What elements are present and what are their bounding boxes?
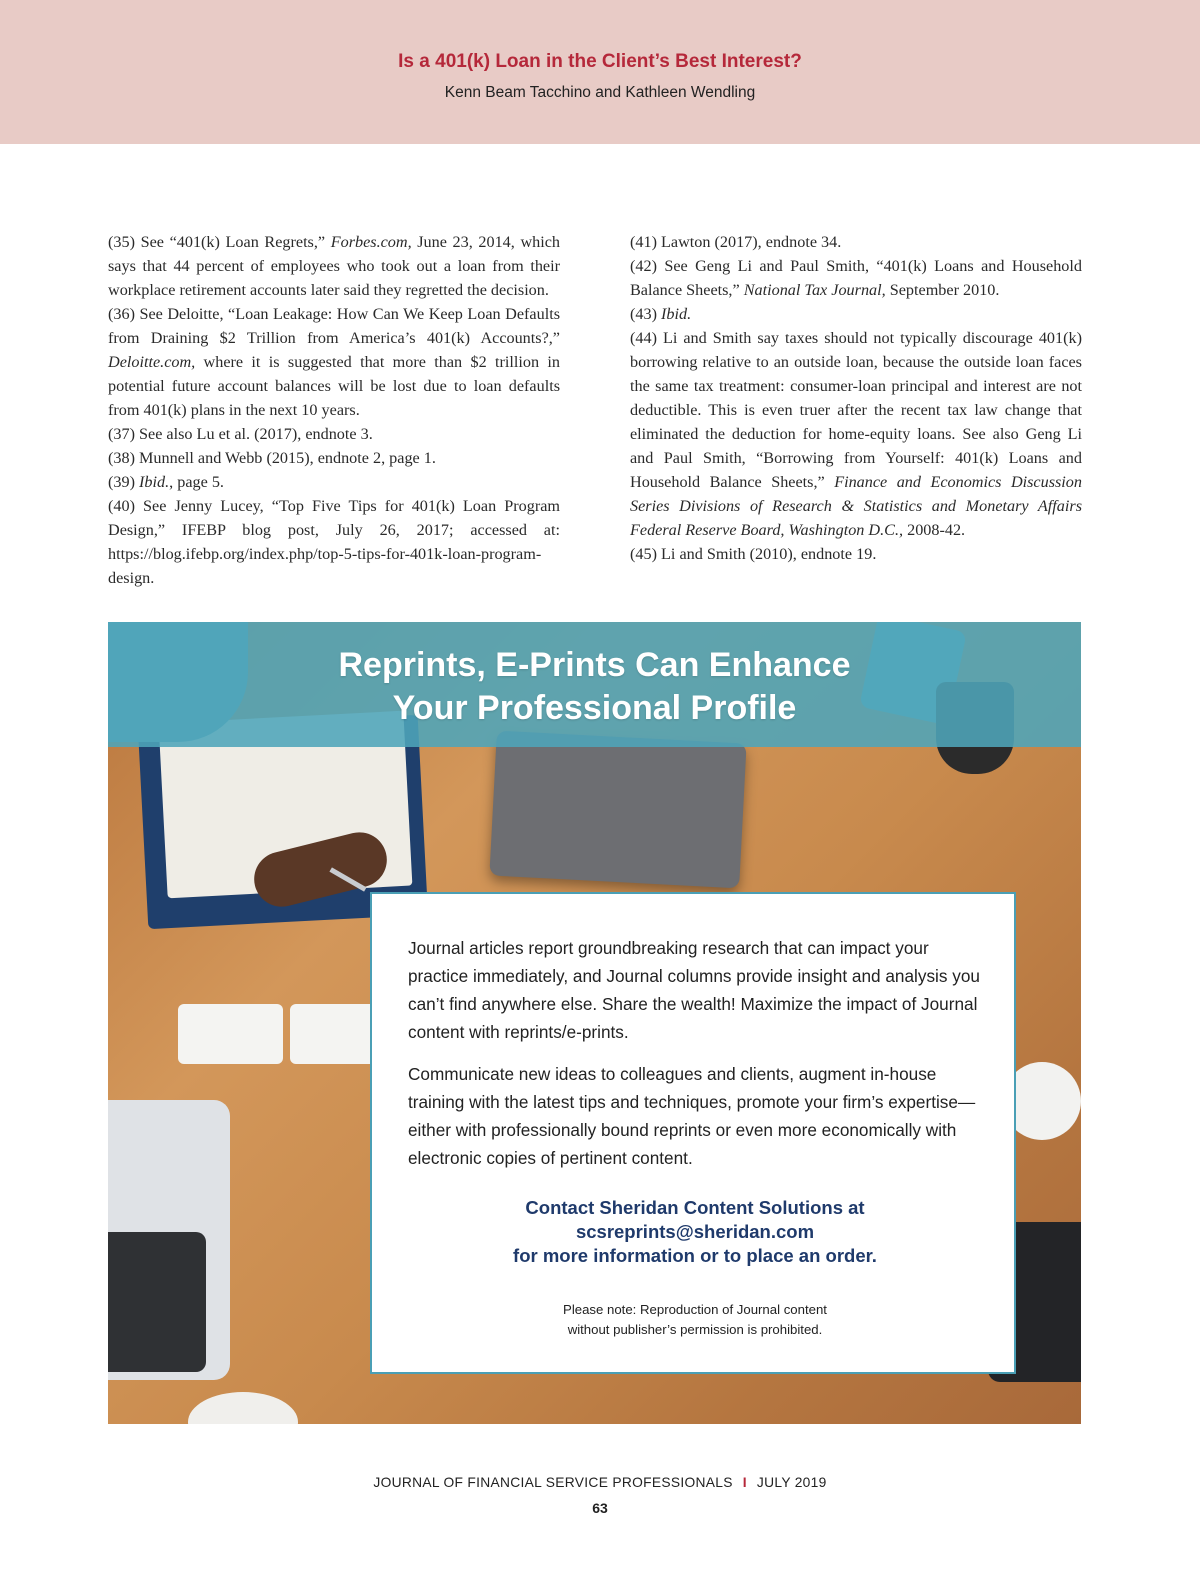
article-authors: Kenn Beam Tacchino and Kathleen Wendling: [444, 84, 756, 101]
endnote-41: (41) Lawton (2017), endnote 34.: [630, 233, 842, 251]
ad-paragraph: Communicate new ideas to colleagues and clients, augment in-house training with the latest tips and techniques, promote your firm’s expertise—either with professionally bound reprints or even more economically with electronic copies of pertinent content.: [408, 1064, 976, 1168]
laptop-image: [489, 731, 746, 889]
footer-separator: I: [742, 1475, 747, 1490]
page-number: 63: [592, 1500, 608, 1516]
journal-name: JOURNAL OF FINANCIAL SERVICE PROFESSIONALS: [373, 1475, 733, 1490]
endnote-44: (44) Li and Smith say taxes should not typically discourage 401(k) borrowing relative to an outside loan, because the outside loan faces the same tax treatment: consumer-loan principal and interest are not deductible. This is even truer after the recent tax law change that eliminated the deduction for home-equity loans. See also Geng Li and Paul Smith, “Borrowing from Yourself: 401(k) Loans and Household Balance Sheets,” Finance and Economics Discussion Series Divisions of Research & Statistics and Monetary Affairs Federal Reserve Board, Washington D.C., 2008-42.: [630, 329, 1082, 539]
article-title: Is a 401(k) Loan in the Client’s Best Interest?: [398, 51, 802, 72]
ad-heading: Reprints, E-Prints Can Enhance Your Professional Profile: [338, 646, 851, 727]
endnote-42: (42) See Geng Li and Paul Smith, “401(k) Loans and Household Balance Sheets,” National Tax Journal, September 2010.: [630, 257, 1082, 299]
ad-paragraph: Journal articles report groundbreaking research that can impact your practice immediately, and Journal columns provide insight and analysis you can’t find anywhere else. Share the wealth! Maximize the impact of Journal content with reprints/e-prints.: [408, 938, 980, 1042]
ad-text-box: [370, 892, 1016, 1374]
endnote-40: (40) See Jenny Lucey, “Top Five Tips for 401(k) Loan Program Design,” IFEBP blog post, July 26, 2017; accessed at: https://blog.ifebp.org/index.php/top-5-tips-for-401k-loan-program-design.: [108, 497, 560, 587]
endnote-36: (36) See Deloitte, “Loan Leakage: How Can We Keep Loan Defaults from Draining $2 Trillion from America’s 401(k) Accounts?,” Deloitte.com, where it is suggested that more than $2 trillion in potential future account balances will be lost due to loan defaults from 401(k) plans in the next 10 years.: [108, 305, 560, 419]
endnote-43: (43) Ibid.: [630, 305, 692, 323]
page-footer: [0, 1475, 1200, 1490]
keyboard-image: [108, 1232, 206, 1372]
power-outlet-image: [178, 1004, 283, 1064]
endnote-35: (35) See “401(k) Loan Regrets,” Forbes.com, June 23, 2014, which says that 44 percent of employees who took out a loan from their workplace retirement accounts later said they regretted the decision.: [108, 233, 561, 299]
ad-body: [408, 934, 988, 1186]
endnote-38: (38) Munnell and Webb (2015), endnote 2, page 1.: [108, 449, 436, 467]
cup-image: [188, 1392, 298, 1424]
contact-email-link[interactable]: scsreprints@sheridan.com: [575, 1221, 815, 1242]
endnotes-left-column: [108, 230, 560, 590]
ad-contact: Contact Sheridan Content Solutions at scsreprints@sheridan.com for more information or to place an order.: [372, 1196, 1018, 1268]
ad-disclaimer: Please note: Reproduction of Journal content without publisher’s permission is prohibited.: [563, 1302, 827, 1337]
endnote-37: (37) See also Lu et al. (2017), endnote 3.: [108, 425, 373, 443]
endnotes-right-column: [630, 230, 1082, 566]
endnote-45: (45) Li and Smith (2010), endnote 19.: [630, 545, 877, 563]
endnote-39: (39) Ibid., page 5.: [108, 473, 224, 491]
reprints-advertisement: [108, 622, 1081, 1424]
issue-date: JULY 2019: [756, 1475, 827, 1490]
